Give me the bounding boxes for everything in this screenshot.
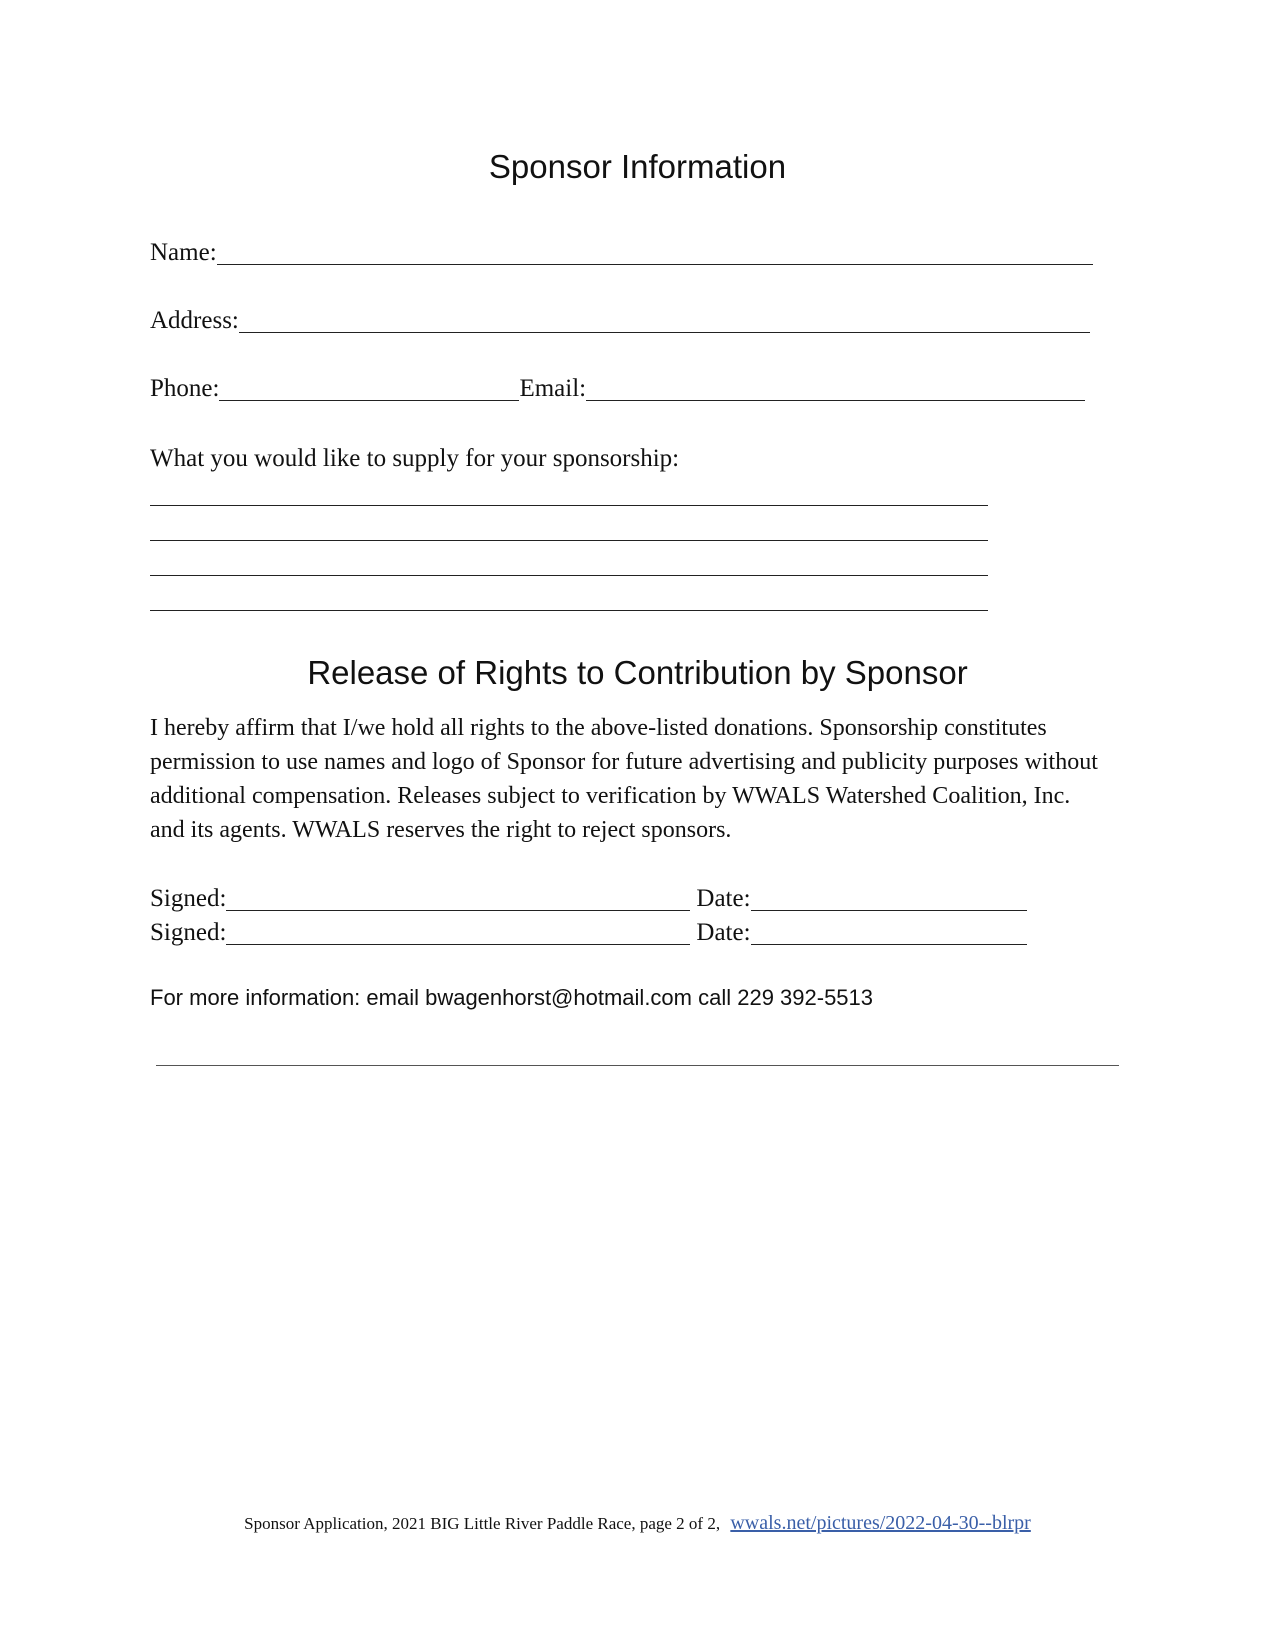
phone-label: Phone:: [150, 375, 220, 402]
signature-blank[interactable]: [226, 922, 690, 945]
date-label: Date:: [696, 885, 751, 912]
signature-row-2: [150, 918, 1027, 948]
contact-info: For more information: email bwagenhorst@hotmail.com call 229 392-5513: [150, 985, 874, 1010]
sponsor-info-title: Sponsor Information: [488, 148, 787, 185]
email-label: Email:: [519, 375, 587, 402]
name-blank[interactable]: [217, 242, 1093, 265]
supply-blank-4[interactable]: [150, 610, 988, 611]
name-label: Name:: [150, 239, 217, 266]
supply-blank-3[interactable]: [150, 575, 988, 576]
signed-label: Signed:: [150, 885, 227, 912]
date-blank[interactable]: [751, 888, 1027, 911]
name-field-row: [150, 238, 1093, 268]
supply-prompt: What you would like to supply for your sponsorship:: [150, 445, 680, 472]
signature-blank[interactable]: [226, 888, 690, 911]
release-paragraph: I hereby affirm that I/we hold all rights to the above-listed donations. Sponsorship constitutes permission to use names and logo of Sponsor for future advertising and publicity purposes without additional compensation. Releases subject to verification by WWALS Watershed Coalition, Inc. and its agents. WWALS reserves the right to reject sponsors.: [150, 715, 1098, 843]
date-label: Date:: [696, 919, 751, 946]
separator-line: [156, 1065, 1119, 1066]
phone-blank[interactable]: [219, 378, 519, 401]
footer-text: Sponsor Application, 2021 BIG Little River Paddle Race, page 2 of 2,: [244, 1514, 721, 1533]
supply-blank-1[interactable]: [150, 505, 988, 506]
address-blank[interactable]: [239, 310, 1090, 333]
date-blank[interactable]: [751, 922, 1027, 945]
page-footer: [0, 1512, 1275, 1535]
address-field-row: [150, 306, 1090, 336]
signed-label: Signed:: [150, 919, 227, 946]
release-title: Release of Rights to Contribution by Sponsor: [307, 654, 968, 691]
supply-blank-2[interactable]: [150, 540, 988, 541]
address-label: Address:: [150, 307, 239, 334]
footer-link[interactable]: wwals.net/pictures/2022-04-30--blrpr: [730, 1512, 1031, 1534]
signature-row-1: [150, 884, 1027, 914]
phone-email-row: [150, 374, 1085, 404]
email-blank[interactable]: [586, 378, 1085, 401]
